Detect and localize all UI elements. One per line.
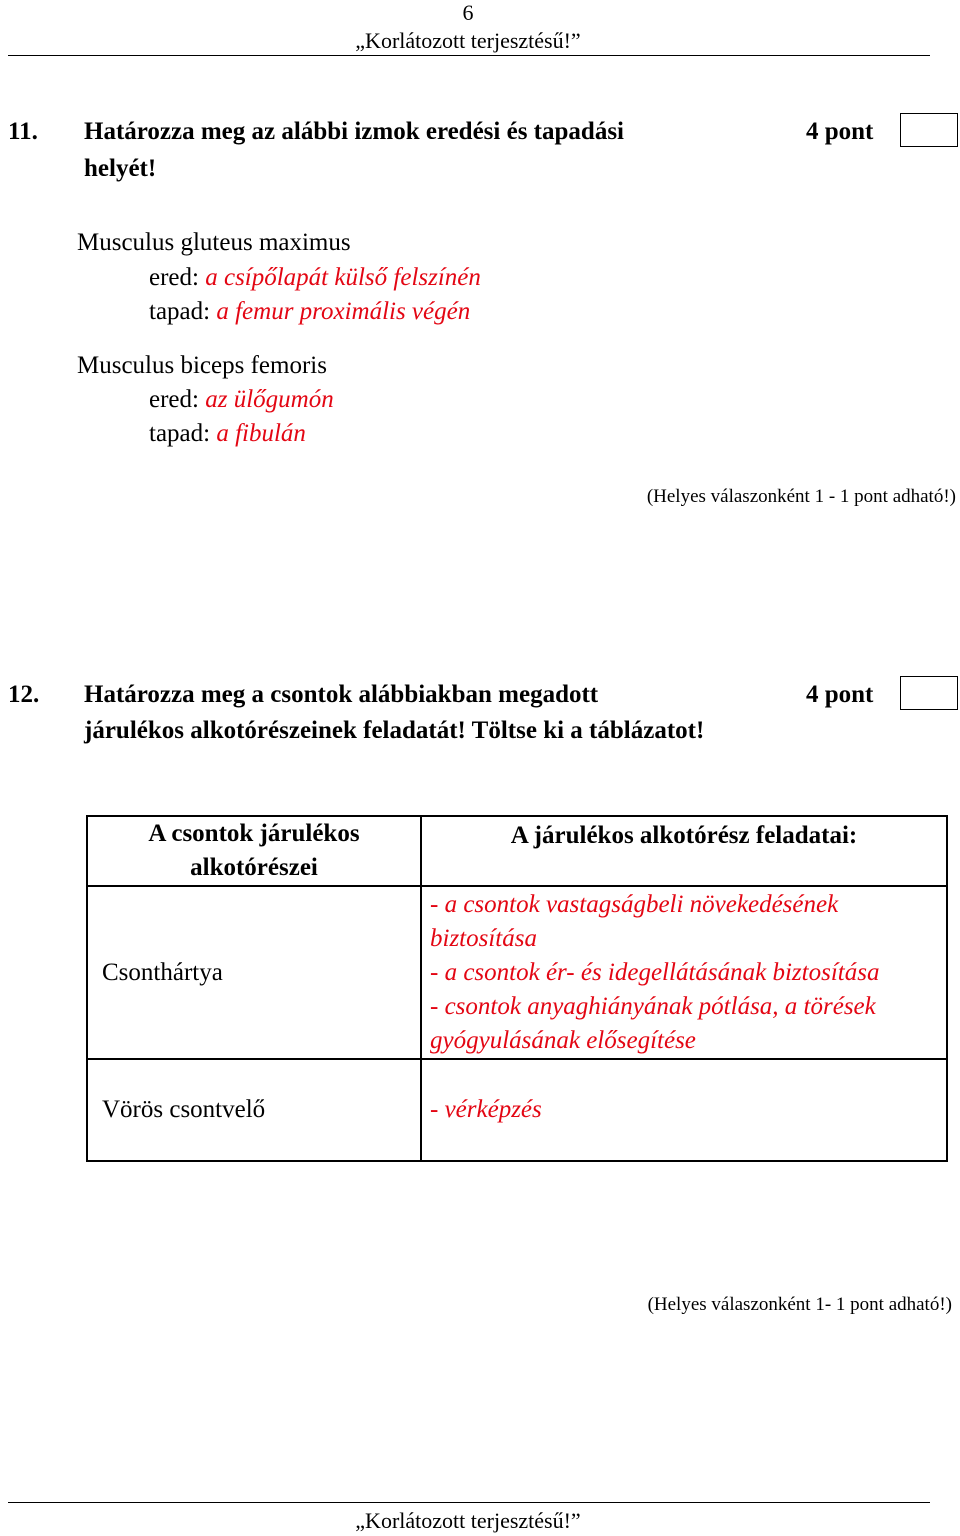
muscle-1-origin [149,261,481,295]
q11-text-line1: Határozza meg az alábbi izmok eredési és tapadási [84,118,624,145]
origin-answer: a csípőlapát külső felszínén [205,264,481,291]
origin-label: ered: [149,264,199,291]
q12-score-box[interactable] [900,676,958,710]
q11-number: 11. [8,118,38,145]
header-col1-line1: A csontok járulékos [148,820,360,847]
task-line: - csontok anyaghiányának pótlása, a törések [430,993,876,1020]
insertion-label: tapad: [149,420,211,447]
muscle-1-insertion [149,295,470,329]
table-cell-tasks [421,1059,947,1161]
q12-text-line1: Határozza meg a csontok alábbiakban megadott [84,681,599,708]
page-number: 6 [462,0,474,25]
header-label: „Korlátozott terjesztésű!” [355,28,581,53]
q11-score-box[interactable] [900,113,958,147]
table-header-row [87,816,947,886]
footer-label: „Korlátozott terjesztésű!” [355,1508,581,1533]
q11-points: 4 pont [806,118,874,145]
table-header-col1 [87,816,421,886]
q12-text-line2: járulékos alkotórészeinek feladatát! Töltse ki a táblázatot! [84,717,705,744]
muscle-2-origin [149,383,334,417]
table-cell-tasks [421,886,947,1059]
table-header-col2: A járulékos alkotórész feladatai: [421,816,947,886]
bone-parts-table [86,815,948,1162]
insertion-answer: a fibulán [216,420,306,447]
origin-label: ered: [149,386,199,413]
task-line: gyógyulásának elősegítése [430,1027,696,1054]
q12-scoring-note: (Helyes válaszonként 1- 1 pont adható!) [647,1294,952,1315]
q12-points: 4 pont [806,681,874,708]
task-line: - a csontok vastagságbeli növekedésének [430,891,839,918]
insertion-answer: a femur proximális végén [216,298,471,325]
header-col1-line2: alkotórészei [190,854,318,881]
task-line: biztosítása [430,925,537,952]
task-line: - a csontok ér- és idegellátásának biztosítása [430,959,880,986]
q11-scoring-note: (Helyes válaszonként 1 - 1 pont adható!) [646,486,956,507]
insertion-label: tapad: [149,298,211,325]
muscle-1-name: Musculus gluteus maximus [77,229,351,256]
q12-number: 12. [8,681,40,708]
table-cell-part: Vörös csontvelő [87,1059,421,1161]
table-row [87,1059,947,1161]
table-row [87,886,947,1059]
header-rule [8,55,930,56]
task-line: - vérképzés [430,1096,542,1123]
muscle-2-insertion [149,417,306,451]
origin-answer: az ülőgumón [205,386,334,413]
footer-rule [8,1502,930,1503]
muscle-2-name: Musculus biceps femoris [77,352,327,379]
q11-text-line2: helyét! [84,155,157,182]
table-cell-part: Csonthártya [87,886,421,1059]
